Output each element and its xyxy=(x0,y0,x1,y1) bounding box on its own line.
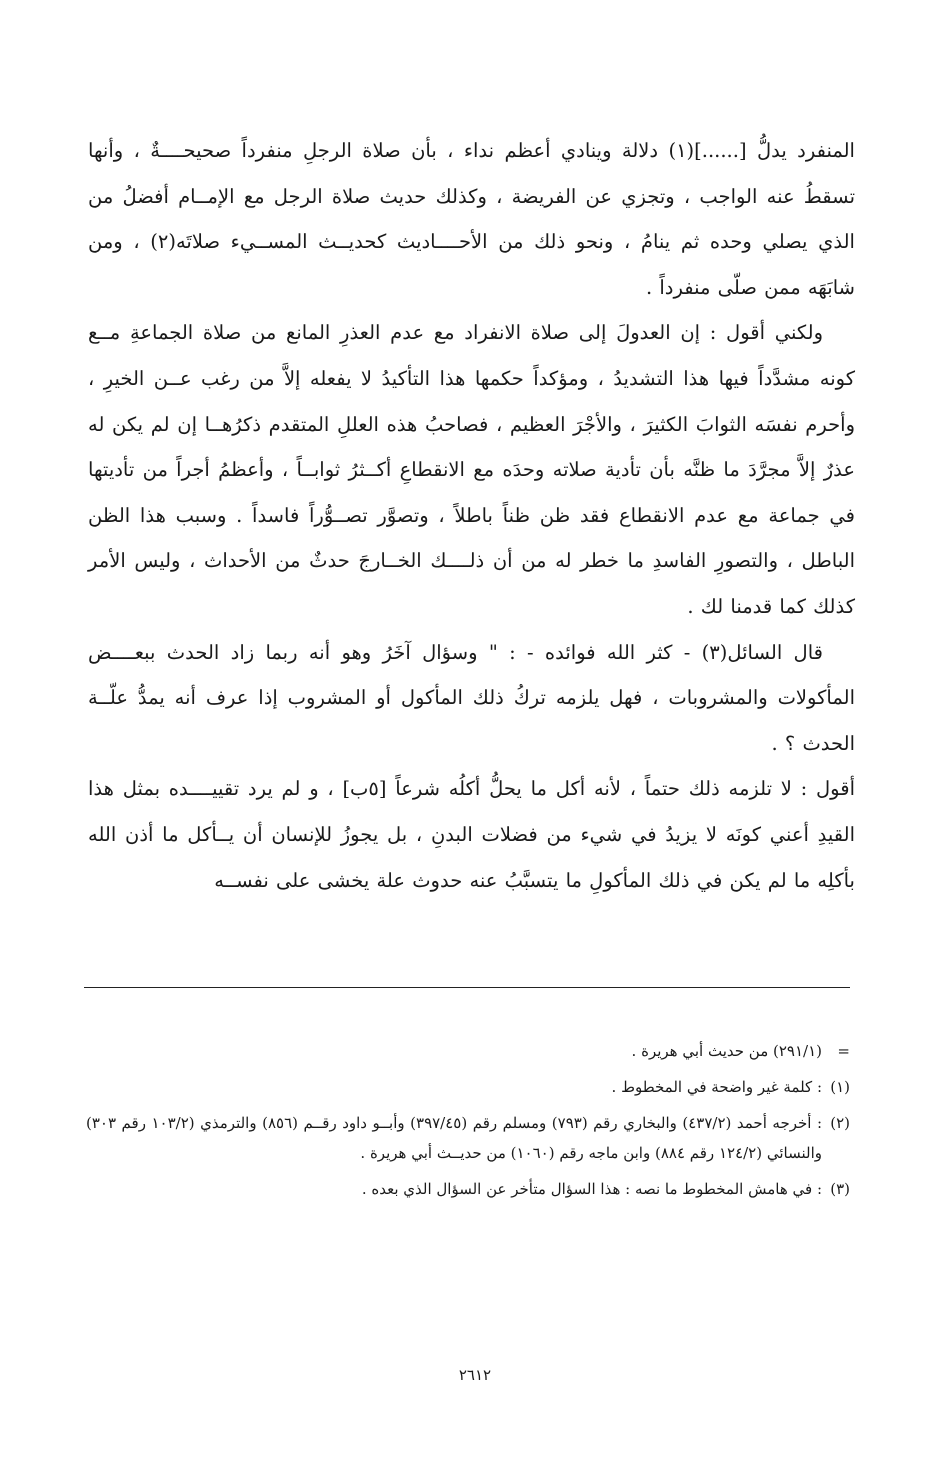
footnote-3 xyxy=(86,1174,850,1204)
footnote-marker: = xyxy=(837,1042,850,1060)
paragraph-1: المنفرد يدلُّ [......](١) دلالة وينادي أعظم نداء ، بأن صلاة الرجلِ منفرداً صحيحــــةٌ ، وأنها تسقطُ عنه الواجب ، وتجزي عن الفريضة ، وكذلك حديث صلاة الرجل مع الإمــام أفضلُ من الذي يصلي وحده ثم ينامُ ، ونحو ذلك من الأحــــاديث كحديــث المســيء صلاتَه(٢) ، ومن شابَهَه ممن صلّى منفرداً . xyxy=(88,139,855,299)
footnote-text: (٢٩١/١) من حديث أبي هريرة . xyxy=(631,1042,822,1060)
footnote-2 xyxy=(86,1108,850,1168)
footnote-text: : في هامش المخطوط ما نصه : هذا السؤال متأخر عن السؤال الذي بعده . xyxy=(361,1180,822,1198)
paragraph-4: أقول : لا تلزمه ذلك حتماً ، لأنه أكل ما يحلُّ أكلُه شرعاً [٥ب] ، و لم يرد تقييــــده بمثل هذا القيدِ أعني كونَه لا يزيدُ في شيء من فضلات البدنِ ، بل يجوزُ للإنسان أن يــأكل ما أذن الله بأكلِه ما لم يكن في ذلك المأكولِ ما يتسبَّبُ عنه حدوث علة يخشى على نفســه xyxy=(88,777,855,892)
page-number: ٢٦١٢ xyxy=(458,1366,492,1384)
paragraph-2: ولكني أقول : إن العدولَ إلى صلاة الانفراد مع عدم العذرِ المانع من صلاة الجماعةِ مــع كونه مشدَّداً فيها هذا التشديدُ ، ومؤكداً حكمها هذا التأكيدُ لا يفعله إلاَّ من رغب عــن الخيرِ ، وأحرم نفسَه الثوابَ الكثيرَ ، والأجْرَ العظيم ، فصاحبُ هذه العللِ المتقدم ذكرُهــا إن لم يكن له عذرٌ إلاَّ مجرَّدَ ما ظنَّه بأن تأدية صلاته وحدَه مع الانقطاعِ أكــثرُ ثوابــاً ، وأعظمُ أجراً من تأديتها في جماعة مع عدم الانقطاع فقد ظن ظناً باطلاً ، وتصوَّر تصــوُّراً فاسداً . وسبب هذا الظن الباطل ، والتصورِ الفاسدِ ما خطر له من أن ذلــــك الخــارجَ حدثٌ من الأحداث ، وليس الأمر كذلك كما قدمنا لك . xyxy=(88,321,855,618)
footnote-marker: (٣) xyxy=(830,1180,850,1198)
footnotes xyxy=(86,1036,850,1210)
footnote-marker: (١) xyxy=(830,1078,850,1096)
main-text xyxy=(88,128,855,903)
footnote-continuation xyxy=(86,1036,850,1066)
footnote-divider xyxy=(84,987,850,988)
footnote-1 xyxy=(86,1072,850,1102)
paragraph-3: قال السائل(٣) - كثر الله فوائده - : " وسؤال آخَرُ وهو أنه ربما زاد الحدث ببعــــض المأكولات والمشروبات ، فهل يلزمه تركُ ذلك المأكول أو المشروب إذا عرف أنه يمدُّ علّــة الحدث ؟ . xyxy=(88,640,855,755)
footnote-marker: (٢) xyxy=(830,1114,850,1132)
footnote-text: : كلمة غير واضحة في المخطوط . xyxy=(611,1078,822,1096)
footnote-text: : أخرجه أحمد (٤٣٧/٢) والبخاري رقم (٧٩٣) ومسلم رقم (٣٩٧/٤٥) وأبــو داود رقــم (٨٥٦) والترمذي (١٠٣/٢ رقم ٣٠٣) والنسائي (١٢٤/٢ رقم ٨٨٤) وابن ماجه رقم (١٠٦٠) من حديــث أبي هريرة . xyxy=(86,1114,823,1162)
